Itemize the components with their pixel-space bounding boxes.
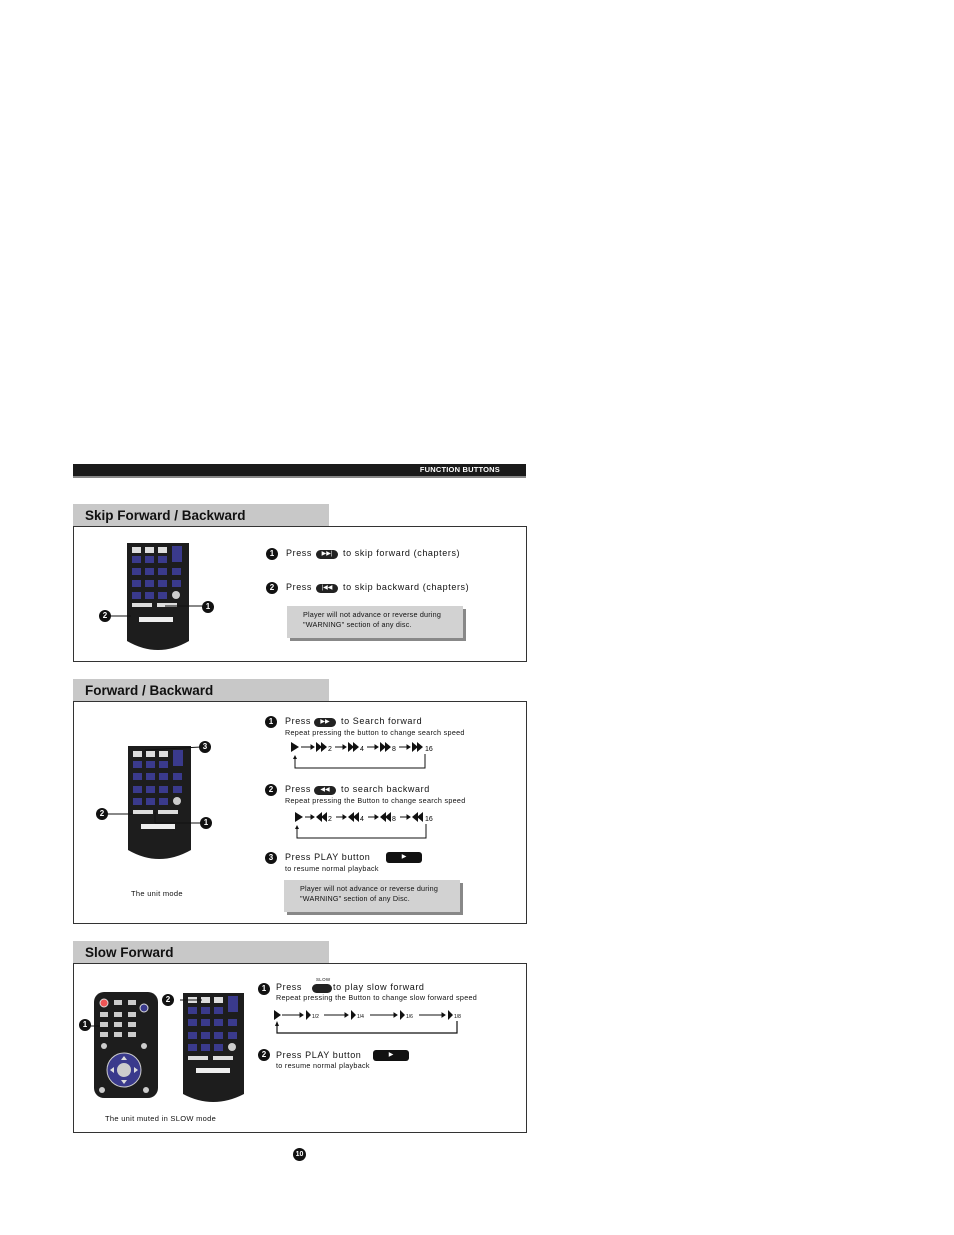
fwd-step-2-text: to search backward [341,784,430,794]
play-icon [274,1010,281,1020]
skip-forward-icon: ▶▶| [321,551,333,557]
fwd-caption: The unit mode [131,889,183,898]
rewind-button [314,786,336,795]
slow-step-1-bullet: 1 [258,983,270,995]
fwd-warning-line-1: Player will not advance or reverse during [300,884,439,893]
fast-forward-icon [412,742,423,752]
slow-play-icon [448,1010,453,1020]
skip-section-title: Skip Forward / Backward [73,504,329,526]
fwd-speed-16: 16 [425,746,433,753]
fwd-step-2-sub: Repeat pressing the Button to change search speed [285,796,466,805]
fast-forward-icon: ▶▶ [320,719,330,725]
fwd-step-3-bullet: 3 [265,852,277,864]
slow-speed-diagram [270,1007,470,1037]
play-icon [291,742,299,752]
slow-step-1-text: to play slow forward [333,982,425,992]
rewind-icon: ◀◀ [320,787,330,793]
function-buttons-header [73,464,526,478]
play-button-slow [373,1050,409,1061]
slow-button-label: SLOW [316,977,331,982]
slow-speed-1-4: 1/4 [357,1014,364,1020]
bwd-speed-16: 16 [425,816,433,823]
slow-speed-1-2: 1/2 [312,1014,319,1020]
fwd-remote-bullet-1: 1 [200,817,212,829]
skip-step-1-text: to skip forward (chapters) [343,548,461,558]
skip-backward-button [316,584,338,593]
fwd-speed-2: 2 [328,746,332,753]
rewind-icon [316,812,327,822]
unit-remote-illustration [78,990,163,1105]
bwd-speed-2: 2 [328,816,332,823]
fwd-step-3-text: Press PLAY button [285,852,371,862]
fast-forward-icon [348,742,359,752]
slow-caption: The unit muted in SLOW mode [105,1114,217,1123]
skip-backward-icon: |◀◀ [321,585,333,591]
fwd-step-3-sub: to resume normal playback [285,864,379,873]
remote-illustration [95,541,225,656]
skip-warning-note [287,606,463,638]
slow-step-2-bullet: 2 [258,1049,270,1061]
skip-warning-line-2: "WARNING" section of any disc. [303,620,412,629]
skip-remote-bullet-2: 2 [99,610,111,622]
fwd-remote-bullet-3: 3 [199,741,211,753]
slow-play-icon [400,1010,405,1020]
slow-step-1-sub: Repeat pressing the Button to change slow forward speed [276,993,478,1002]
slow-step-1-press: Press [276,982,303,992]
fwd-warning-line-2: "WARNING" section of any Disc. [300,894,410,903]
page-number: 10 [293,1148,306,1161]
bwd-speed-diagram [292,810,442,840]
skip-forward-button [316,550,338,559]
header-title: FUNCTION BUTTONS [419,465,500,474]
fwd-step-2-bullet: 2 [265,784,277,796]
skip-step-2-bullet: 2 [266,582,278,594]
fwd-step-1-text: to Search forward [341,716,423,726]
slow-step-2-sub: to resume normal playback [276,1061,370,1070]
play-button [386,852,422,863]
play-icon: ▶ [388,1052,394,1058]
remote-illustration-slow [160,990,250,1105]
fast-forward-icon [316,742,327,752]
skip-warning-line-1: Player will not advance or reverse during [303,610,442,619]
fast-forward-button [314,718,336,727]
slow-play-icon [351,1010,356,1020]
fwd-speed-4: 4 [360,746,364,753]
play-icon [295,812,303,822]
slow-play-icon [306,1010,311,1020]
skip-step-1-bullet: 1 [266,548,278,560]
skip-step-2-text: to skip backward (chapters) [343,582,470,592]
rewind-icon [380,812,391,822]
slow-unit-bullet-1: 1 [79,1019,91,1031]
slow-section-title: Slow Forward [73,941,329,963]
rewind-icon [348,812,359,822]
bwd-speed-8: 8 [392,816,396,823]
play-icon: ▶ [401,854,407,860]
fwd-speed-8: 8 [392,746,396,753]
slow-speed-1-6: 1/6 [406,1014,413,1020]
fwd-section-title: Forward / Backward [73,679,329,701]
fwd-step-2-press: Press [285,784,312,794]
fwd-speed-diagram [288,740,438,770]
skip-step-2-press: Press [286,582,313,592]
slow-step-2-text: Press PLAY button [276,1050,362,1060]
slow-remote-bullet-2: 2 [162,994,174,1006]
fwd-step-1-sub: Repeat pressing the button to change search speed [285,728,465,737]
fwd-remote-bullet-2: 2 [96,808,108,820]
slow-speed-1-8: 1/8 [454,1014,461,1020]
bwd-speed-4: 4 [360,816,364,823]
fwd-warning-note [284,880,460,912]
fwd-step-1-bullet: 1 [265,716,277,728]
fwd-step-1-press: Press [285,716,312,726]
skip-step-1-press: Press [286,548,313,558]
skip-remote-bullet-1: 1 [202,601,214,613]
rewind-icon [412,812,423,822]
remote-illustration-fwd [95,742,225,864]
fast-forward-icon [380,742,391,752]
slow-button [312,984,332,993]
